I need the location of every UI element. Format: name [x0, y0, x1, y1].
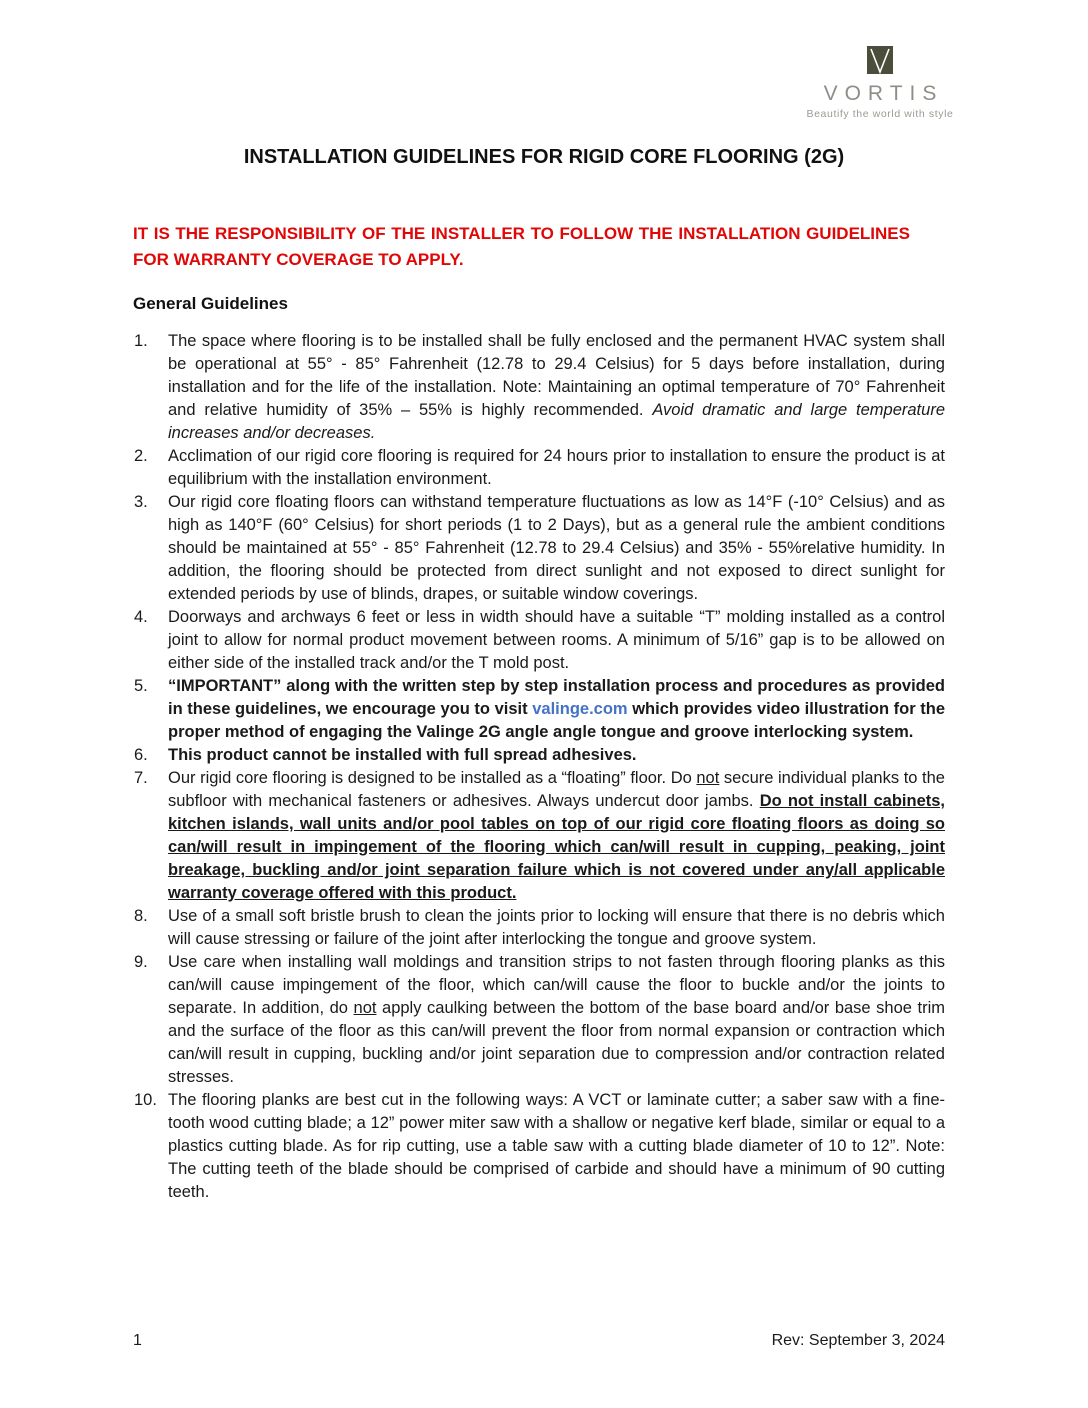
text-segment: Acclimation of our rigid core flooring is required for 24 hours prior to installation to ensure the product is at equilibrium with the installation environment. — [168, 447, 945, 488]
item-number: 5. — [134, 677, 148, 695]
item-text — [168, 332, 945, 442]
text-segment: Do not install cabinets, kitchen islands, wall units and/or pool tables on top of our rigid core floating floors as doing so can/will result in impingement of the flooring which can/will result in cupping, peaking, joint breakage, buckling and/or joint separation failure which is not covered under any/all applicable warranty coverage offered with this product. — [168, 792, 946, 902]
item-number: 1. — [134, 332, 148, 350]
text-segment: Doorways and archways 6 feet or less in width should have a suitable “T” molding installed as a control joint to allow for normal product movement between rooms. A minimum of 5/16” gap is to be allowed on either side of the installed track and/or the T mold post. — [168, 608, 945, 672]
item-text — [168, 953, 945, 1086]
warning-line-1: IT IS THE RESPONSIBILITY OF THE INSTALLER TO FOLLOW THE INSTALLATION GUIDELINES — [133, 224, 910, 243]
text-segment: Our rigid core floating floors can withstand temperature fluctuations as low as 14°F (-10° Celsius) and as high as 140°F (60° Celsius) for short periods (1 to 2 Days), but as a general rule the ambient conditions should be maintained at 55° - 85° Fahrenheit (12.78 to 29.4 Celsius) and 35% - 55%relative humidity. In addition, the flooring should be protected from direct sunlight and not exposed to direct sunlight for extended periods by use of blinds, drapes, or suitable window coverings. — [168, 493, 945, 603]
item-text — [168, 907, 945, 948]
vortis-v-icon — [867, 46, 893, 74]
text-segment: not — [696, 769, 720, 787]
text-segment: “IMPORTANT” along with the written step by step installation process and procedures as provided in these guidelines, we encourage you to visit — [168, 677, 945, 718]
warranty-warning — [133, 221, 910, 273]
item-text — [168, 1091, 945, 1201]
document-body — [133, 221, 945, 1204]
text-segment: Avoid dramatic and large temperature increases and/or decreases. — [168, 401, 945, 442]
item-text — [168, 677, 945, 741]
page-footer — [133, 1332, 945, 1350]
revision-date: Rev: September 3, 2024 — [771, 1332, 945, 1349]
logo-tagline: Beautify the world with style — [806, 108, 954, 120]
warning-line-2: FOR WARRANTY COVERAGE TO APPLY. — [133, 250, 464, 269]
text-segment: Use of a small soft bristle brush to clean the joints prior to locking will ensure that there is no debris which will cause stressing or failure of the joint after interlocking the tongue and groove system. — [168, 907, 945, 948]
item-text — [168, 608, 945, 672]
item-number: 9. — [134, 953, 148, 971]
list-item — [133, 744, 945, 767]
list-item — [133, 1089, 945, 1204]
item-number: 2. — [134, 447, 148, 465]
text-segment: Our rigid core flooring is designed to be installed as a “floating” floor. Do — [168, 769, 697, 787]
document-title: INSTALLATION GUIDELINES FOR RIGID CORE FLOORING (2G) — [243, 146, 845, 168]
text-segment: apply caulking between the bottom of the base board and/or base shoe trim and the surface of the floor as this can/will prevent the floor from normal expansion or contraction which can/will result in cupping, buckling and/or joint separation due to compression and/or contraction related stresses. — [168, 999, 945, 1086]
item-number: 6. — [134, 746, 148, 764]
item-text — [168, 769, 945, 902]
guidelines-list — [133, 330, 945, 1204]
text-segment: This product cannot be installed with full spread adhesives. — [168, 746, 637, 764]
item-number: 7. — [134, 769, 148, 787]
text-segment: The space where flooring is to be installed shall be fully enclosed and the permanent HVAC system shall be operational at 55° - 85° Fahrenheit (12.78 to 29.4 Celsius) for 5 days before installation, during installation and for the life of the installation. Note: Maintaining an optimal temperature of 70° Fahrenheit and relative humidity of 35% – 55% is highly recommended. — [168, 332, 945, 419]
text-segment: secure individual planks to the subfloor with mechanical fasteners or adhesives. Always undercut door jambs. — [168, 769, 945, 810]
list-item — [133, 905, 945, 951]
item-number: 8. — [134, 907, 148, 925]
list-item — [133, 767, 945, 905]
list-item — [133, 951, 945, 1089]
text-segment: not — [353, 999, 377, 1017]
item-text — [168, 493, 945, 603]
list-item — [133, 491, 945, 606]
section-heading: General Guidelines — [133, 294, 288, 313]
vortis-logo — [800, 46, 960, 120]
item-number: 10. — [134, 1091, 157, 1109]
item-number: 4. — [134, 608, 148, 626]
list-item — [133, 606, 945, 675]
item-text — [168, 746, 637, 764]
item-text — [168, 447, 945, 488]
valinge-link[interactable]: valinge.com — [532, 700, 628, 718]
list-item — [133, 445, 945, 491]
list-item — [133, 675, 945, 744]
list-item — [133, 330, 945, 445]
page-number: 1 — [133, 1332, 142, 1349]
text-segment: The flooring planks are best cut in the following ways: A VCT or laminate cutter; a saber saw with a fine-tooth wood cutting blade; a 12” power miter saw with a shallow or negative kerf blade, similar or equal to a plastics cutting blade. As for rip cutting, use a table saw with a cutting blade diameter of 10 to 12”. Note: The cutting teeth of the blade should be comprised of carbide and should have a minimum of 90 cutting teeth. — [168, 1091, 945, 1201]
item-number: 3. — [134, 493, 148, 511]
logo-brand-text: VORTIS — [823, 82, 944, 105]
text-segment: Use care when installing wall moldings and transition strips to not fasten through flooring planks as this can/will cause impingement of the floor, which can/will cause the floor to buckle and/or the joints to separate. In addition, do — [168, 953, 945, 1017]
text-segment: which provides video illustration for the proper method of engaging the Valinge 2G angle angle tongue and groove interlocking system. — [168, 700, 945, 741]
